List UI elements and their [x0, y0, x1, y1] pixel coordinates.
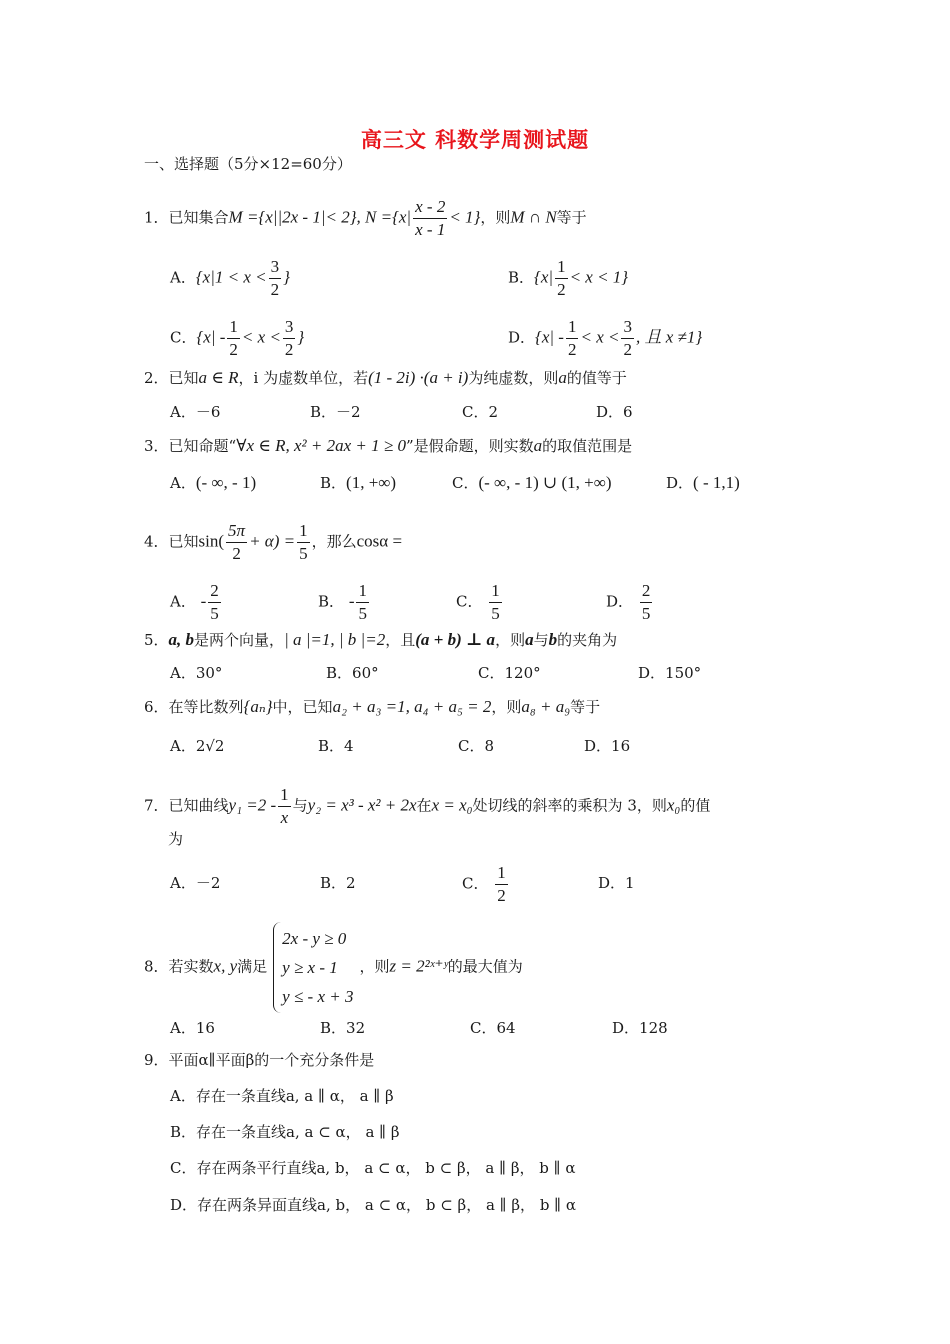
q6-end: 等于 — [570, 698, 601, 716]
fraction-den: 2 — [497, 886, 506, 905]
q2-math: a ∈ R — [198, 368, 239, 387]
q8-text: 满足 — [237, 957, 268, 976]
q5-option-c: C．120° — [478, 664, 541, 682]
q2-stem: 2．已知 — [144, 369, 199, 387]
option-label: B． — [508, 268, 535, 287]
q5-text: ，且 — [385, 631, 416, 649]
q8-option-d: D．128 — [612, 1019, 668, 1037]
option-math: ( - 1,1) — [693, 473, 740, 492]
fraction-den: 2 — [567, 340, 577, 359]
fraction-num: 3 — [621, 316, 634, 339]
q8-end: 的最大值为 — [447, 957, 523, 976]
q6-text: 中，已知 — [272, 698, 333, 716]
q5-math: b — [548, 630, 558, 649]
q6-option-a: A．2√2 — [170, 737, 225, 755]
q6-math: a₂ + a₃ =1, a₄ + a₅ = 2 — [332, 697, 492, 716]
q1-stem: 1．已知集合 — [144, 208, 229, 227]
q2-math: (1 - 2i) ·(a + i) — [368, 368, 469, 387]
option-math: {x|1 < x < — [195, 267, 267, 287]
q7-fraction — [278, 784, 291, 829]
option-math-end: } — [297, 327, 305, 347]
q3-option-b — [320, 473, 396, 493]
q9-option-a: A．存在一条直线a, a ∥ α， a ∥ β — [170, 1087, 394, 1105]
fraction-num: 1 — [356, 580, 369, 603]
q5-math: a — [525, 630, 534, 649]
q4-option-d — [606, 580, 654, 625]
option-label: C． — [452, 474, 479, 492]
q7-math: y₂ = x³ - x² + 2x — [307, 795, 417, 815]
fraction-den: 5 — [491, 604, 500, 623]
q1-set-end: < 1} — [449, 207, 481, 227]
q1-then: ，则 — [480, 208, 511, 227]
fraction-den: 2 — [557, 280, 566, 299]
q1-fraction-den: x - 1 — [415, 220, 446, 239]
option-label: D． — [508, 328, 536, 347]
fraction-den: 5 — [358, 604, 367, 623]
fraction-num: 1 — [297, 520, 310, 543]
q3-math: ∀x ∈ R, x² + 2ax + 1 ≥ 0 — [236, 436, 406, 455]
question-7 — [144, 784, 710, 829]
fraction-den: 2 — [229, 340, 238, 359]
q6-stem: 6．在等比数列 — [144, 698, 244, 716]
q3-option-a — [170, 473, 256, 493]
fraction-num: 1 — [566, 316, 579, 339]
q1-intersection: M ∩ N — [510, 207, 557, 227]
fraction-num: 1 — [278, 784, 291, 807]
fraction-den: x — [280, 808, 289, 827]
fraction-den: 2 — [232, 544, 241, 563]
q8-math: x, y — [213, 956, 238, 976]
question-4 — [144, 520, 402, 565]
q2-text: 为纯虚数，则 — [468, 369, 559, 387]
q8-option-c: C．64 — [470, 1019, 516, 1037]
q9-option-b: B．存在一条直线a, a ⊂ α， a ∥ β — [170, 1123, 400, 1141]
option-fraction — [566, 316, 579, 361]
q5-option-b: B．60° — [326, 664, 379, 682]
q7-option-d: D．1 — [598, 874, 635, 892]
q3-option-d — [666, 473, 740, 493]
q2-end: 的值等于 — [566, 369, 627, 387]
q8-stem: 8．若实数 — [144, 957, 214, 976]
q2-option-c: C．2 — [462, 403, 499, 421]
q4-option-c — [456, 580, 504, 625]
q5-text: 是两个向量， — [194, 631, 285, 649]
q1-option-c — [170, 316, 304, 361]
option-fraction — [555, 256, 568, 301]
q4-option-b — [318, 580, 371, 625]
q1-option-d — [508, 316, 702, 361]
fraction-num: 3 — [283, 316, 296, 339]
q5-math: | a |=1, | b |=2 — [284, 630, 386, 649]
fraction-num: 1 — [555, 256, 568, 279]
fraction-num: 1 — [227, 316, 240, 339]
option-label: B． — [318, 592, 345, 611]
q7-text: 处切线的斜率的乘积为 3，则 — [472, 796, 667, 815]
q8-text: ，则 — [359, 957, 390, 976]
option-label: D． — [666, 474, 694, 492]
question-1 — [144, 196, 587, 241]
fraction-den: 5 — [299, 544, 308, 563]
q2-option-a: A．－6 — [170, 403, 221, 421]
q6-math: a₈ + a₉ — [521, 697, 571, 716]
q5-text: ，则 — [495, 631, 526, 649]
fraction-num: 2 — [640, 580, 653, 603]
option-label: A． — [170, 474, 196, 492]
q7-text: 与 — [292, 796, 308, 815]
q4-stem: 4．已知 — [144, 532, 199, 551]
option-label: C． — [456, 592, 483, 611]
q4-fraction — [297, 520, 310, 565]
option-math: (- ∞, - 1) ∪ (1, +∞) — [478, 473, 612, 492]
q2-math: a — [558, 368, 567, 387]
option-math: < x < — [580, 327, 620, 347]
q4-math: + α) = — [249, 531, 296, 551]
q7-option-c — [462, 862, 510, 907]
q2-text: ，i 为虚数单位，若 — [238, 369, 369, 387]
q5-math: (a + b) ⊥ a — [415, 630, 496, 649]
q7-option-b: B．2 — [320, 874, 356, 892]
q6-text: ，则 — [491, 698, 522, 716]
q4-math: sin( — [198, 531, 225, 551]
q9-option-d: D．存在两条异面直线a, b， a ⊂ α， b ⊂ β， a ∥ β， b ∥ α — [170, 1196, 577, 1214]
option-math-end: < x < 1} — [569, 267, 629, 287]
q9-option-c: C．存在两条平行直线a, b， a ⊂ α， b ⊂ β， a ∥ β， b ∥ α — [170, 1159, 576, 1177]
question-8 — [144, 922, 523, 1013]
q1-option-a — [170, 256, 290, 301]
fraction-den: 2 — [623, 340, 632, 359]
q7-math: x₀ — [666, 795, 681, 815]
option-fraction — [621, 316, 634, 361]
option-label: B． — [320, 474, 347, 492]
option-sign: - — [200, 591, 207, 611]
option-math: {x| - — [535, 327, 564, 347]
option-fraction — [283, 316, 296, 361]
q5-option-a: A．30° — [170, 664, 223, 682]
q8-option-b: B．32 — [320, 1019, 366, 1037]
option-fraction — [495, 862, 508, 907]
q3-end: 的取值范围是 — [542, 437, 633, 455]
fraction-den: 5 — [210, 604, 219, 623]
q6-option-b: B．4 — [318, 737, 354, 755]
option-math: {x| - — [196, 327, 226, 347]
fraction-den: 5 — [641, 604, 651, 623]
q8-inequality-system — [273, 922, 353, 1013]
q4-option-a — [170, 580, 223, 625]
q6-option-d: D．16 — [584, 737, 631, 755]
fraction-den: 2 — [284, 340, 294, 359]
fraction-num: 1 — [495, 862, 508, 885]
inequality: y ≥ x - 1 — [282, 958, 338, 977]
q1-fraction-num: x - 2 — [413, 196, 447, 219]
option-fraction — [640, 580, 653, 625]
q7-stem: 7．已知曲线 — [144, 796, 229, 815]
fraction-den: 2 — [270, 280, 280, 299]
option-math: < x < — [241, 327, 281, 347]
inequality: y ≤ - x + 3 — [282, 987, 354, 1006]
question-2 — [144, 368, 627, 388]
q7-line-2: 为 — [168, 830, 184, 848]
fraction-num: 5π — [226, 520, 247, 543]
q7-math: y₁ =2 - — [228, 795, 277, 815]
section-heading: 一、选择题（5分×12=60分） — [144, 155, 352, 173]
option-fraction — [208, 580, 221, 625]
q8-option-a: A．16 — [170, 1019, 215, 1037]
q7-math: x = x₀ — [431, 795, 473, 815]
q6-option-c: C．8 — [458, 737, 495, 755]
q3-text: ”是假命题，则实数 — [405, 437, 534, 455]
q7-end: 的值 — [680, 796, 711, 815]
q7-option-a: A．－2 — [170, 874, 221, 892]
fraction-num: 1 — [489, 580, 502, 603]
inequality: 2x - y ≥ 0 — [282, 929, 347, 948]
q3-stem: 3．已知命题“ — [144, 437, 237, 455]
q5-stem: 5． — [144, 631, 169, 649]
option-label: C． — [462, 874, 489, 893]
option-math-end: } — [283, 267, 290, 287]
q1-sets: M ={x||2x - 1|< 2}, N ={x| — [228, 207, 412, 227]
option-label: A． — [170, 268, 196, 287]
q2-option-d: D．6 — [596, 403, 633, 421]
option-sign: - — [348, 591, 355, 611]
q2-option-b: B．－2 — [310, 403, 361, 421]
question-6 — [144, 697, 600, 717]
q5-option-d: D．150° — [638, 664, 702, 682]
q4-math: cosα = — [356, 531, 403, 551]
question-9: 9．平面α∥平面β的一个充分条件是 — [144, 1051, 375, 1069]
q1-fraction — [413, 196, 447, 241]
fraction-num: 3 — [269, 256, 282, 279]
option-fraction — [356, 580, 369, 625]
q1-option-b — [508, 256, 628, 301]
option-fraction — [489, 580, 502, 625]
question-5 — [144, 630, 617, 650]
q4-text: ，那么 — [311, 532, 357, 551]
q5-text: 与 — [533, 631, 549, 649]
option-math: {x| — [534, 267, 554, 287]
q5-math: a, b — [168, 630, 195, 649]
question-3 — [144, 436, 632, 456]
q3-option-c — [452, 473, 612, 493]
q4-fraction — [226, 520, 247, 565]
option-label: D． — [606, 592, 634, 611]
option-math: (- ∞, - 1) — [195, 473, 257, 492]
option-fraction — [269, 256, 282, 301]
option-label: A． — [170, 592, 196, 611]
q5-end: 的夹角为 — [557, 631, 618, 649]
q8-math: z = 2²ˣ⁺ʸ — [389, 956, 448, 976]
q7-text: 在 — [416, 796, 432, 815]
option-math-end: , 且 x ≠1} — [635, 327, 703, 347]
q1-end: 等于 — [556, 208, 587, 227]
page-title: 高三文 科数学周测试题 — [360, 128, 590, 152]
option-math: (1, +∞) — [346, 473, 397, 492]
q6-math: {aₙ} — [243, 697, 273, 716]
option-label: C． — [170, 328, 197, 347]
option-fraction — [227, 316, 240, 361]
fraction-num: 2 — [208, 580, 221, 603]
q3-math: a — [533, 436, 543, 455]
